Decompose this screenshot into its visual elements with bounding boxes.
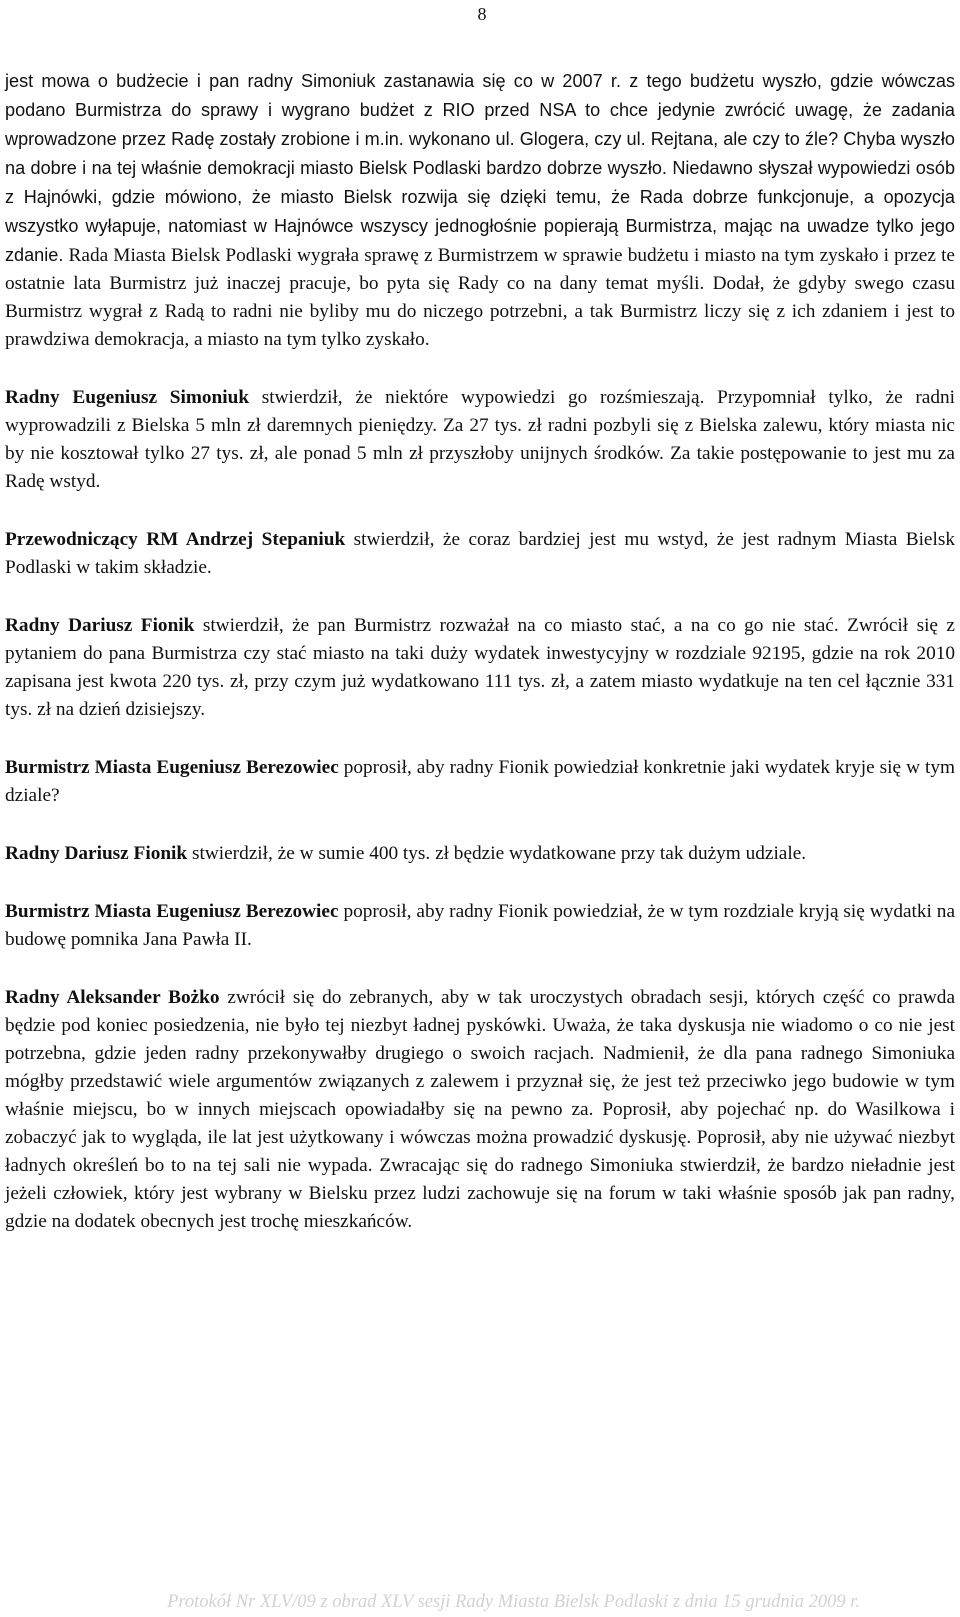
speaker-name: Radny Dariusz Fionik bbox=[5, 843, 188, 864]
statement-text: stwierdził, że coraz bardziej jest mu wstyd, że jest radnym Miasta Bielsk Podlaski w takim składzie. bbox=[5, 529, 955, 578]
speaker-name: Radny Dariusz Fionik bbox=[5, 615, 195, 636]
statement-text: poprosił, aby radny Fionik powiedział, że w tym rozdziale kryją się wydatki na budowę pomnika Jana Pawła II. bbox=[5, 901, 955, 950]
statement-text: stwierdził, że niektóre wypowiedzi go rozśmieszają. Przypomniał tylko, że radni wyprowadzili z Bielska 5 mln zł daremnych pieniędzy. Za 27 tys. zł radni pozbyli się z Bielska zalewu, który miasta nic by nie kosztował tylko 27 tys. zł, ale ponad 5 mln zł przyszłoby unijnych środków. Za takie postępowanie to jest mu za Radę wstyd. bbox=[5, 387, 955, 492]
opening-hajnowka-remark: Niedawno słyszał wypowiedzi osób z Hajnówki, gdzie mówiono, że miasto Bielsk rozwija się dzięki temu, że Rada dobrze funkcjonuje, a opozycja wszystko wyłapuje, natomiast w Hajnówce wszyscy jednogłośnie popierają Burmistrza, mając na uwadze tylko jego zdanie. bbox=[5, 158, 956, 265]
paragraph-statement bbox=[5, 384, 955, 496]
statement-text: stwierdził, że pan Burmistrz rozważał na co miasto stać, a na co go nie stać. Zwrócił się z pytaniem do pana Burmistrza czy stać miasto na taki duży wydatek inwestycyjny w rozdziale 92195, gdzie na rok 2010 zapisana jest kwota 220 tys. zł, przy czym już wydatkowano 111 tys. zł, a zatem miasto wydatkuje na ten cel łącznie 331 tys. zł na dzień dzisiejszy. bbox=[5, 615, 955, 720]
speaker-name: Burmistrz Miasta Eugeniusz Berezowiec bbox=[5, 901, 339, 922]
statement-text: zwrócił się do zebranych, aby w tak uroczystych obradach sesji, których część co prawda będzie pod koniec posiedzenia, nie było tej niezbyt ładnej pyskówki. Uważa, że taka dyskusja nie wiadomo o co nie jest potrzebna, gdzie jeden radny przekonywałby drugiego o swoich racjach. Nadmienił, że dla pana radnego Simoniuka mógłby przedstawić wiele argumentów związanych z zalewem i przyznał się, że jest też przeciwko jego budowie w tym właśnie miejscu, bo w innych miejscach opowiadałby się na pewno za. Poprosił, aby pojechać np. do Wasilkowa i zobaczyć jak to wygląda, ile lat jest użytkowany i wówczas można prowadzić dyskusję. Poprosił, aby nie używać niezbyt ładnych określeń bo to na tej sali nie wypada. Zwracając się do radnego Simoniuka stwierdził, że bardzo nieładnie jest jeżeli człowiek, który jest wybrany w Bielsku przez ludzi zachowuje się na forum w taki właśnie sposób jak pan radny, gdzie na dodatek obecnych jest trochę mieszkańców. bbox=[5, 987, 956, 1232]
protocol-footer: Protokół Nr XLV/09 z obrad XLV sesji Rady Miasta Bielsk Podlaski z dnia 15 grudnia 2009 r. bbox=[167, 1592, 860, 1612]
speaker-name: Burmistrz Miasta Eugeniusz Berezowiec bbox=[5, 757, 339, 778]
speaker-name: Przewodniczący RM Andrzej Stepaniuk bbox=[5, 529, 346, 550]
statement-text: stwierdził, że w sumie 400 tys. zł będzie wydatkowane przy tak dużym udziale. bbox=[187, 843, 807, 864]
paragraph-statement bbox=[5, 612, 955, 724]
paragraph-statement bbox=[5, 984, 955, 1236]
opening-sentence-sans: jest mowa o budżecie i pan radny Simoniuk zastanawia się co w 2007 r. z tego budżetu wyszło, gdzie wówczas podano Burmistrza do sprawy i wygrano budżet z RIO przed NSA to chce jedynie zwrócić uwagę, że zadania wprowadzone przez Radę zostały zrobione i m.in. wykonano ul. Glogera, czy ul. Rejtana, ale czy to źle? Chyba wyszło na dobre i na tej właśnie demokracji miasto Bielsk Podlaski bardzo dobrze wyszło. bbox=[5, 71, 955, 178]
statement-text: poprosił, aby radny Fionik powiedział konkretnie jaki wydatek kryje się w tym dziale? bbox=[5, 757, 955, 806]
opening-rada-conclusion: Rada Miasta Bielsk Podlaski wygrała sprawę z Burmistrzem w sprawie budżetu i miasto na tym zyskało i przez te ostatnie lata Burmistrz już inaczej pracuje, bo pyta się Rady co na dany temat myśli. Dodał, że gdyby swego czasu Burmistrz wygrał z Radą to radni nie byliby mu do niczego potrzebni, a tak Burmistrz liczy się z ich zdaniem i jest to prawdziwa demokracja, a miasto na tym tylko zyskało. bbox=[5, 245, 955, 350]
speaker-name: Radny Eugeniusz Simoniuk bbox=[5, 387, 250, 408]
page-number: 8 bbox=[477, 4, 487, 24]
speaker-name: Radny Aleksander Bożko bbox=[5, 987, 220, 1008]
paragraph-statement bbox=[5, 840, 955, 868]
paragraph-statement bbox=[5, 898, 955, 954]
document-body bbox=[5, 67, 955, 1236]
paragraph-opening bbox=[5, 67, 955, 354]
paragraph-statement bbox=[5, 754, 955, 810]
paragraph-statement bbox=[5, 526, 955, 582]
